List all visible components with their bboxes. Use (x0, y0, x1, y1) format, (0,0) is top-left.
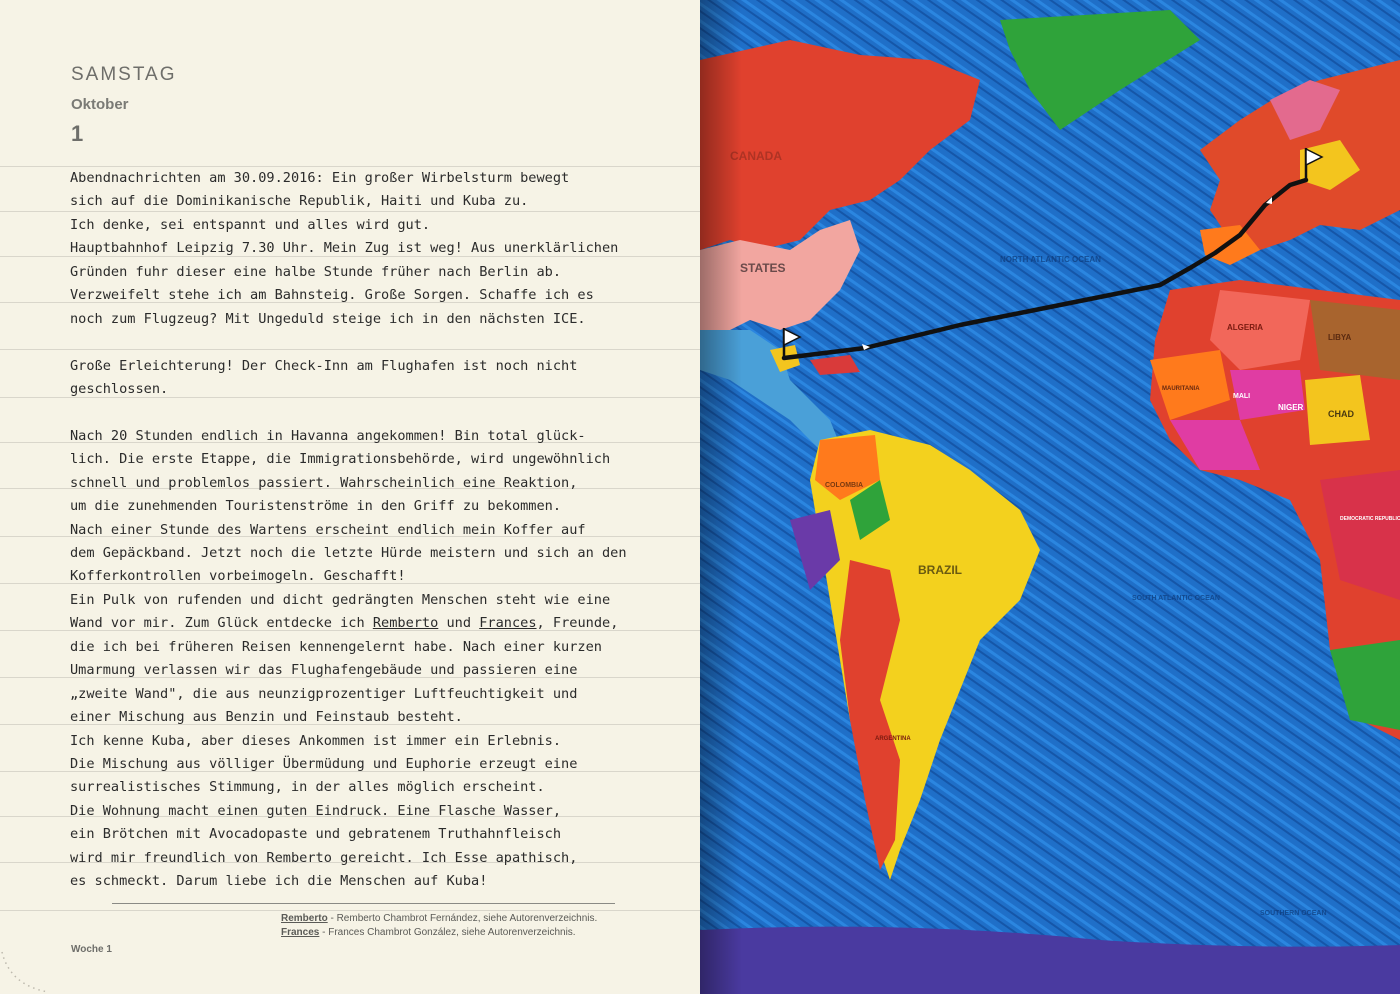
day-number: 1 (71, 121, 84, 146)
diary-line-text: Wand vor mir. Zum Glück entdecke ich (70, 615, 373, 632)
diary-line: Ich denke, sei entspannt und alles wird gut. (70, 216, 431, 233)
diary-line (70, 331, 670, 354)
diary-line: ein Brötchen mit Avocadopaste und gebratenem Truthahnfleisch (70, 826, 562, 843)
page-gutter-shadow (700, 0, 1400, 994)
footnotes (281, 912, 597, 940)
diary-line: um die zunehmenden Touristenströme in den Griff zu bekommen. (70, 498, 562, 515)
diary-line: Gründen fuhr dieser eine halbe Stunde früher nach Berlin ab. (70, 263, 562, 280)
week-label: Woche 1 (71, 944, 112, 955)
diary-line: einer Mischung aus Benzin und Feinstaub besteht. (70, 709, 463, 726)
diary-line: Die Wohnung macht einen guten Eindruck. Eine Flasche Wasser, (70, 802, 562, 819)
footnote-name: Remberto (281, 913, 328, 924)
diary-line: Nach 20 Stunden endlich in Havanna angekommen! Bin total glück- (70, 427, 586, 444)
diary-line: die ich bei früheren Reisen kennengelernt habe. Nach einer kurzen (70, 638, 602, 655)
diary-line: Umarmung verlassen wir das Flughafengebäude und passieren eine (70, 662, 578, 679)
diary-line: Ein Pulk von rufenden und dicht gedrängten Menschen steht wie eine (70, 591, 611, 608)
diary-line: es schmeckt. Darum liebe ich die Menschen auf Kuba! (70, 873, 488, 890)
diary-line: Hauptbahnhof Leipzig 7.30 Uhr. Mein Zug ist weg! Aus unerklärlichen (70, 240, 619, 257)
diary-line: Die Mischung aus völliger Übermüdung und Euphorie erzeugt eine (70, 755, 578, 772)
diary-line-text: und (438, 615, 480, 632)
diary-line-text: , Freunde, (536, 615, 619, 632)
name-frances: Frances (479, 615, 537, 632)
decorative-dots (0, 940, 60, 994)
footnote-divider (112, 903, 615, 904)
name-remberto: Remberto (372, 615, 439, 632)
diary-line: Nach einer Stunde des Wartens erscheint endlich mein Koffer auf (70, 521, 586, 538)
diary-entry (70, 167, 670, 894)
diary-line: Große Erleichterung! Der Check-Inn am Flughafen ist noch nicht (70, 357, 578, 374)
footnote-remberto (281, 912, 597, 926)
diary-line: Abendnachrichten am 30.09.2016: Ein großer Wirbelsturm bewegt (70, 170, 570, 186)
diary-line: schnell und problemlos passiert. Wahrscheinlich eine Reaktion, (70, 474, 578, 491)
ruled-line (0, 910, 700, 911)
footnote-name: Frances (281, 927, 320, 938)
footnote-frances (281, 926, 597, 940)
diary-line: sich auf die Dominikanische Republik, Haiti und Kuba zu. (70, 193, 529, 210)
diary-line: noch zum Flugzeug? Mit Ungeduld steige ich in den nächsten ICE. (70, 310, 586, 327)
diary-line (70, 612, 670, 635)
diary-line: Verzweifelt stehe ich am Bahnsteig. Große Sorgen. Schaffe ich es (70, 287, 594, 304)
diary-line: dem Gepäckband. Jetzt noch die letzte Hürde meistern und sich an den (70, 545, 627, 561)
footnote-text: - Remberto Chambrot Fernández, siehe Autorenverzeichnis. (327, 913, 598, 924)
diary-line: lich. Die erste Etappe, die Immigrationsbehörde, wird ungewöhnlich (70, 451, 611, 468)
diary-line: Ich kenne Kuba, aber dieses Ankommen ist immer ein Erlebnis. (70, 732, 562, 749)
diary-line: surrealistisches Stimmung, in der alles möglich erscheint. (70, 779, 545, 796)
diary-line: wird mir freundlich von Remberto gereicht. Ich Esse apathisch, (70, 849, 578, 866)
diary-line: „zweite Wand", die aus neunzigprozentiger Luftfeuchtigkeit und (70, 685, 578, 702)
world-map-illustration (700, 0, 1400, 994)
diary-line: geschlossen. (70, 380, 169, 397)
month-heading: Oktober (71, 96, 129, 113)
map-svg (700, 0, 1400, 994)
weekday-heading: SAMSTAG (71, 64, 177, 85)
diary-line (70, 401, 670, 424)
footnote-text: - Frances Chambrot González, siehe Autorenverzeichnis. (319, 927, 576, 938)
diary-line: Kofferkontrollen vorbeimogeln. Geschafft! (70, 568, 406, 585)
